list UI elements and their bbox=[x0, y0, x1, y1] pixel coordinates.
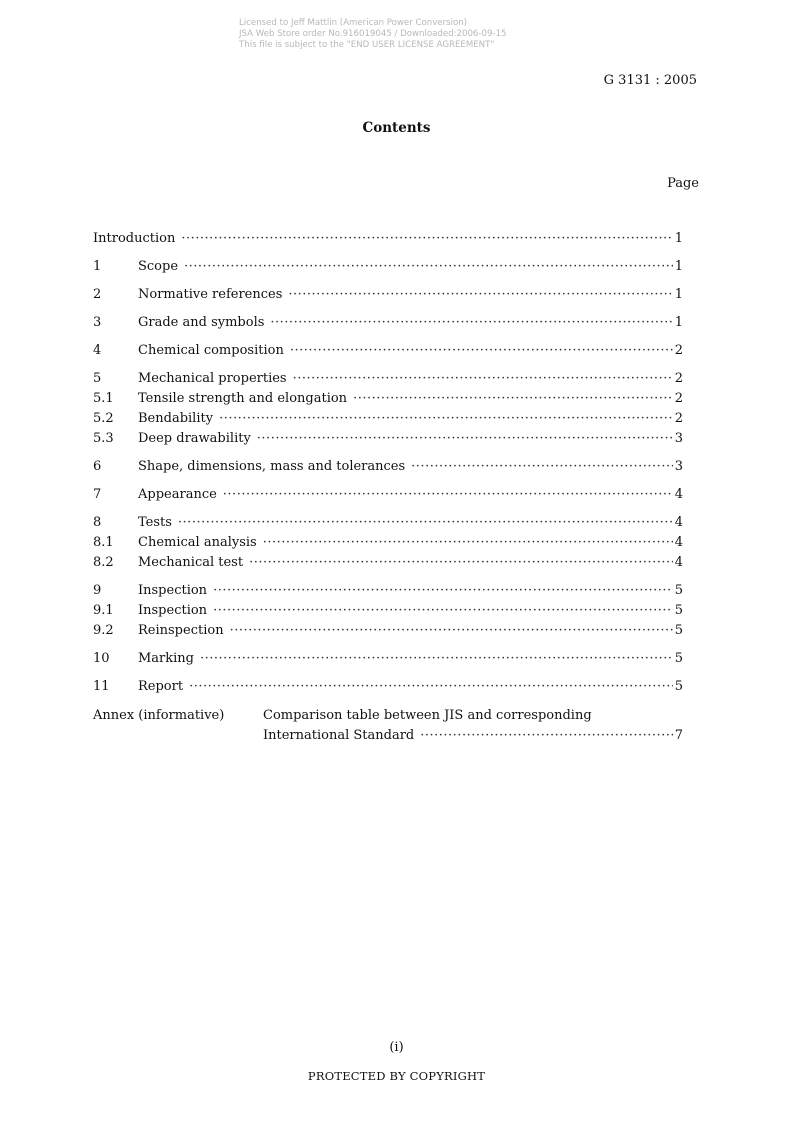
dot-leader bbox=[189, 677, 673, 697]
dot-leader bbox=[353, 389, 673, 409]
toc-entry-grade-and-symbols[interactable] bbox=[93, 313, 683, 333]
document-id: G 3131 : 2005 bbox=[603, 73, 697, 88]
toc-entry-number: 8 bbox=[93, 515, 102, 530]
toc-entry-title: Appearance bbox=[138, 487, 217, 502]
dot-leader bbox=[263, 533, 673, 553]
toc-entry-reinspection[interactable] bbox=[93, 621, 683, 641]
toc-entry-number: 5.3 bbox=[93, 431, 114, 446]
toc-entry-title: Report bbox=[138, 679, 184, 694]
toc-entry-page: 2 bbox=[674, 343, 683, 358]
toc-entry-introduction[interactable] bbox=[93, 229, 683, 249]
dot-leader bbox=[181, 229, 672, 249]
toc-entry-title: Mechanical properties bbox=[138, 371, 287, 386]
annex-label: Annex (informative) bbox=[93, 708, 225, 723]
toc-entry-shape-dimensions[interactable] bbox=[93, 457, 683, 477]
dot-leader bbox=[420, 726, 672, 746]
toc-entry-tests[interactable] bbox=[93, 513, 683, 533]
annex-title-line-1: Comparison table between JIS and corresponding bbox=[263, 708, 592, 723]
toc-entry-page: 1 bbox=[674, 231, 683, 246]
toc-entry-page: 5 bbox=[674, 603, 683, 618]
toc-entry-page: 2 bbox=[674, 411, 683, 426]
watermark-line-1: Licensed to Jeff Mattlin (American Power Conversion) bbox=[239, 18, 468, 28]
dot-leader bbox=[293, 369, 673, 389]
dot-leader bbox=[200, 649, 673, 669]
watermark-line-2: JSA Web Store order No.916019045 / Downloaded:2006-09-15 bbox=[239, 29, 507, 39]
toc-entry-title: Scope bbox=[138, 259, 179, 274]
toc-entry-chemical-analysis[interactable] bbox=[93, 533, 683, 553]
toc-entry-title: Bendability bbox=[138, 411, 214, 426]
toc-entry-title: Chemical composition bbox=[138, 343, 284, 358]
toc-entry-page: 3 bbox=[674, 459, 683, 474]
toc-entry-bendability[interactable] bbox=[93, 409, 683, 429]
dot-leader bbox=[270, 313, 672, 333]
toc-entry-title: Grade and symbols bbox=[138, 315, 265, 330]
dot-leader bbox=[411, 457, 673, 477]
watermark-line-3: This file is subject to the "END USER LICENSE AGREEMENT" bbox=[239, 40, 495, 50]
dot-leader bbox=[219, 409, 673, 429]
toc-entry-title: Tests bbox=[138, 515, 172, 530]
toc-entry-report[interactable] bbox=[93, 677, 683, 697]
toc-entry-page: 5 bbox=[674, 679, 683, 694]
toc-entry-number: 9 bbox=[93, 583, 102, 598]
toc-entry-title: Normative references bbox=[138, 287, 283, 302]
toc-entry-number: 2 bbox=[93, 287, 102, 302]
toc-entry-number: 11 bbox=[93, 679, 110, 694]
annex-title-line-2: International Standard bbox=[263, 728, 415, 743]
dot-leader bbox=[178, 513, 673, 533]
toc-entry-title: Reinspection bbox=[138, 623, 224, 638]
dot-leader bbox=[257, 429, 673, 449]
toc-entry-page: 4 bbox=[674, 535, 683, 550]
page-column-label: Page bbox=[667, 176, 699, 191]
toc-entry-title: Shape, dimensions, mass and tolerances bbox=[138, 459, 406, 474]
toc-entry-title: Tensile strength and elongation bbox=[138, 391, 348, 406]
toc-entry-title: Chemical analysis bbox=[138, 535, 257, 550]
toc-entry-scope[interactable] bbox=[93, 257, 683, 277]
toc-entry-page: 2 bbox=[674, 391, 683, 406]
toc-entry-page: 5 bbox=[674, 583, 683, 598]
page-title: Contents bbox=[362, 120, 431, 136]
toc-entry-number: 9.1 bbox=[93, 603, 114, 618]
annex-title-line-2-row bbox=[263, 726, 683, 746]
toc-entry-title: Mechanical test bbox=[138, 555, 244, 570]
toc-entry-marking[interactable] bbox=[93, 649, 683, 669]
dot-leader bbox=[249, 553, 673, 573]
toc-entry-page: 5 bbox=[674, 651, 683, 666]
toc-entry-title: Introduction bbox=[93, 231, 176, 246]
toc-entry-number: 5.2 bbox=[93, 411, 114, 426]
toc-entry-deep-drawability[interactable] bbox=[93, 429, 683, 449]
toc-entry-title: Inspection bbox=[138, 603, 208, 618]
toc-entry-number: 6 bbox=[93, 459, 102, 474]
toc-entry-title: Marking bbox=[138, 651, 195, 666]
footer-page-number: (i) bbox=[389, 1040, 404, 1055]
dot-leader bbox=[290, 341, 673, 361]
copyright-notice: PROTECTED BY COPYRIGHT bbox=[307, 1069, 486, 1083]
toc-entry-mechanical-test[interactable] bbox=[93, 553, 683, 573]
toc-entry-inspection-sub[interactable] bbox=[93, 601, 683, 621]
toc-entry-number: 5 bbox=[93, 371, 102, 386]
license-watermark bbox=[239, 18, 506, 51]
toc-entry-page: 5 bbox=[674, 623, 683, 638]
toc-entry-page: 1 bbox=[674, 315, 683, 330]
dot-leader bbox=[288, 285, 672, 305]
toc-entry-inspection[interactable] bbox=[93, 581, 683, 601]
toc-entry-number: 8.2 bbox=[93, 555, 114, 570]
toc-entry-number: 5.1 bbox=[93, 391, 114, 406]
toc-entry-page: 4 bbox=[674, 555, 683, 570]
toc-entry-number: 8.1 bbox=[93, 535, 114, 550]
toc-entry-title: Inspection bbox=[138, 583, 208, 598]
toc-entry-number: 7 bbox=[93, 487, 102, 502]
toc-entry-page: 3 bbox=[674, 431, 683, 446]
toc-entry-number: 10 bbox=[93, 651, 110, 666]
dot-leader bbox=[213, 601, 673, 621]
toc-entry-page: 2 bbox=[674, 371, 683, 386]
toc-entry-page: 4 bbox=[674, 515, 683, 530]
annex-page: 7 bbox=[674, 728, 683, 743]
toc-entry-mechanical-properties[interactable] bbox=[93, 369, 683, 389]
toc-entry-page: 4 bbox=[674, 487, 683, 502]
toc-entry-page: 1 bbox=[674, 287, 683, 302]
toc-entry-tensile-strength[interactable] bbox=[93, 389, 683, 409]
dot-leader bbox=[223, 485, 673, 505]
toc-entry-number: 9.2 bbox=[93, 623, 114, 638]
dot-leader bbox=[184, 257, 673, 277]
toc-entry-page: 1 bbox=[674, 259, 683, 274]
toc-entry-normative-references[interactable] bbox=[93, 285, 683, 305]
toc-entry-number: 3 bbox=[93, 315, 102, 330]
toc-entry-number: 4 bbox=[93, 343, 102, 358]
dot-leader bbox=[230, 621, 673, 641]
dot-leader bbox=[213, 581, 673, 601]
toc-entry-title: Deep drawability bbox=[138, 431, 251, 446]
toc-entry-chemical-composition[interactable] bbox=[93, 341, 683, 361]
toc-entry-number: 1 bbox=[93, 259, 102, 274]
toc-entry-appearance[interactable] bbox=[93, 485, 683, 505]
